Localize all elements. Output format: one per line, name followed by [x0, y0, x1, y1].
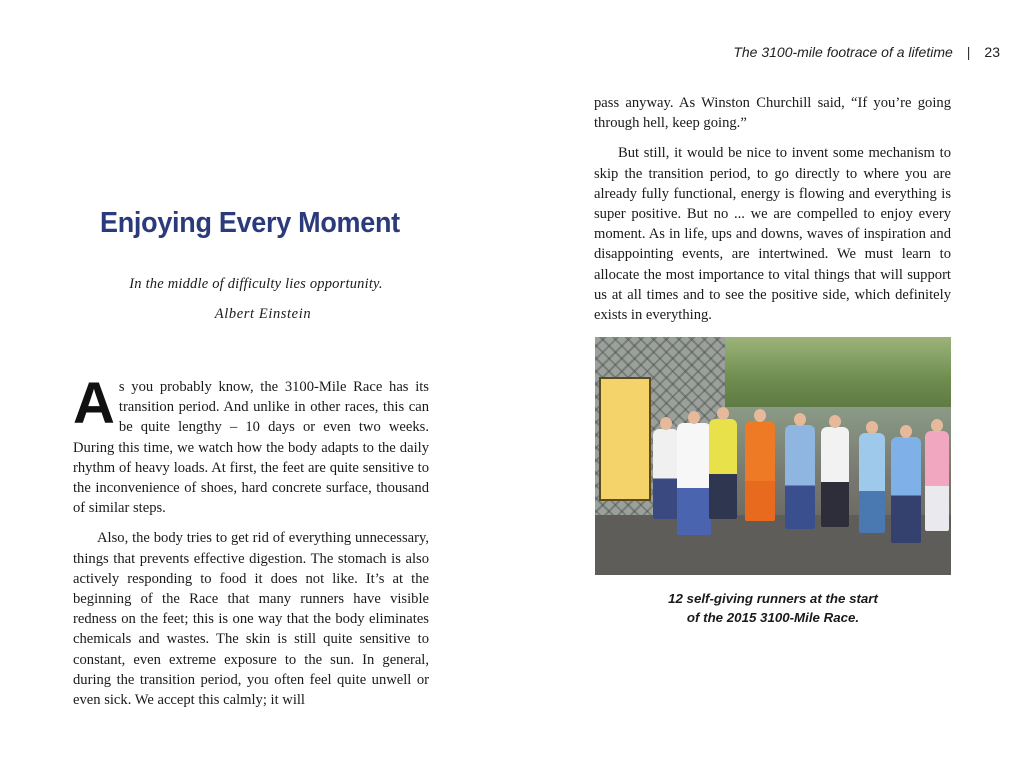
left-paragraph-1 [73, 371, 429, 518]
caption-line-1: 12 self-giving runners at the start [668, 591, 878, 606]
runners-photo [595, 337, 951, 575]
photo-runner [785, 425, 815, 529]
running-header-separator: | [966, 44, 971, 60]
photo-runner [677, 423, 711, 535]
photo-runner [745, 421, 775, 521]
photo-lap-board [599, 377, 651, 501]
epigraph [0, 276, 512, 323]
left-paragraph-1-text: s you probably know, the 3100-Mile Race has its transition period. And unlike in other races, this can be quite lengthy – 10 days or even two weeks. During this time, we watch how the body adapts to the daily rhythm of heavy loads. At first, the feet are quite sensitive to the inconvenience of shoes, hard concrete surface, thousand of similar steps. [73, 379, 429, 517]
epigraph-author: Albert Einstein [214, 306, 312, 322]
right-body-text [594, 93, 951, 335]
photo-trees [725, 337, 951, 407]
photo-runner [709, 419, 737, 519]
photo-runner [859, 433, 885, 533]
epigraph-quote: In the middle of difficulty lies opportunity. [129, 276, 383, 292]
photo-caption [595, 589, 951, 627]
drop-cap: A [73, 371, 115, 436]
photo-runner [821, 427, 849, 527]
page-number: 23 [984, 44, 1000, 60]
photo-runner [653, 429, 679, 519]
right-paragraph-2: But still, it would be nice to invent some mechanism to skip the transition period, to go directly to where you are already fully functional, energy is flowing and everything is super positive. But no ... we are compelled to enjoy every moment. As in life, ups and downs, waves of inspiration and disappointing events, are intertwined. We must learn to allocate the most importance to vital things that will support us at all times and to see the positive side, which definitely exists in everything. [594, 145, 951, 324]
left-body-text [73, 371, 429, 720]
photo-runner [891, 437, 921, 543]
caption-line-2: of the 2015 3100-Mile Race. [686, 610, 860, 625]
left-paragraph-2: Also, the body tries to get rid of everything unnecessary, things that prevents effective digestion. The stomach is also actively responding to food it does not like. It’s at the beginning of the Race that many runners have visible redness on the feet; this is one way that the body eliminates chemicals and wastes. The skin is still quite sensitive to constant, even extreme exposure to the sun. In general, during the transition period, you often feel quite unwell or even sick. We accept this calmly; it will [73, 530, 429, 709]
running-header-title: The 3100-mile footrace of a lifetime [733, 44, 953, 60]
chapter-title: Enjoying Every Moment [100, 207, 400, 239]
photo-runner [925, 431, 949, 531]
right-paragraph-1: pass anyway. As Winston Churchill said, “If you’re going through hell, keep going.” [594, 95, 951, 132]
running-header [733, 44, 1000, 60]
